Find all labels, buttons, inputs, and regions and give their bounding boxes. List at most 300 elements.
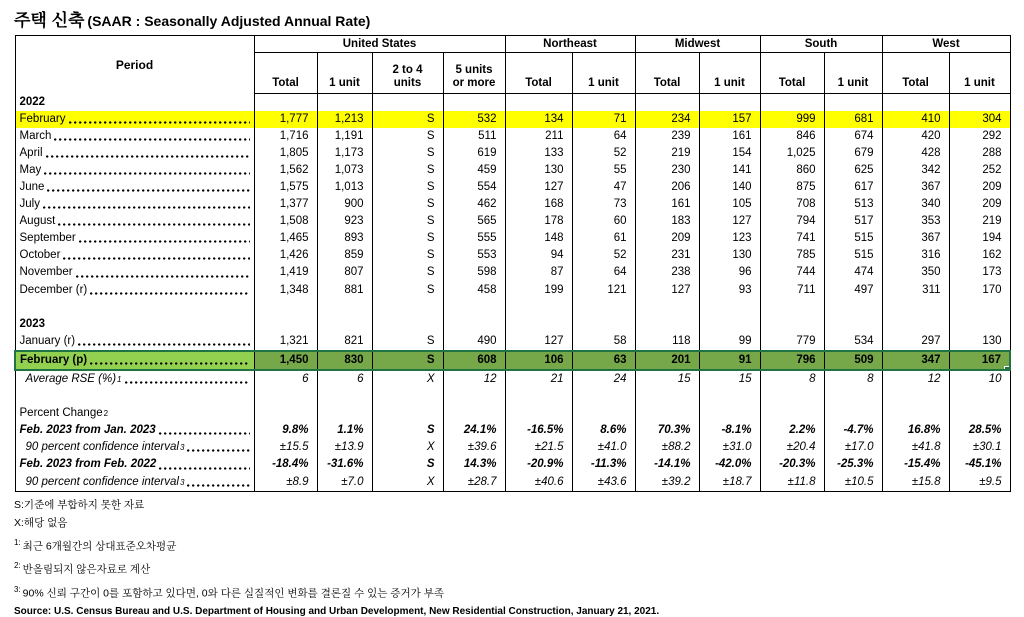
cell[interactable] <box>824 299 882 316</box>
cell[interactable]: 118 <box>635 333 699 351</box>
cell[interactable] <box>505 299 572 316</box>
col-header-period[interactable]: Period <box>115 57 154 72</box>
col-header-midwest-total[interactable]: Total <box>635 53 699 94</box>
cell[interactable] <box>824 316 882 333</box>
cell[interactable] <box>699 388 760 405</box>
cell[interactable]: ±9.5 <box>949 474 1010 492</box>
cell[interactable]: 8 <box>824 370 882 388</box>
cell[interactable]: 347 <box>882 351 949 370</box>
cell[interactable] <box>505 316 572 333</box>
cell[interactable]: ±28.7 <box>443 474 505 492</box>
cell[interactable]: 999 <box>760 111 824 128</box>
cell[interactable] <box>760 316 824 333</box>
cell[interactable]: ±15.8 <box>882 474 949 492</box>
cell[interactable]: 141 <box>699 162 760 179</box>
cell[interactable]: 161 <box>699 128 760 145</box>
cell[interactable]: 1,173 <box>317 145 372 162</box>
cell[interactable]: ±21.5 <box>505 439 572 456</box>
cell[interactable]: -8.1% <box>699 422 760 439</box>
cell[interactable]: S <box>372 179 443 196</box>
cell[interactable] <box>443 299 505 316</box>
cell[interactable]: S <box>372 351 443 370</box>
cell[interactable] <box>572 405 635 422</box>
cell[interactable] <box>635 94 699 111</box>
cell[interactable]: 106 <box>505 351 572 370</box>
cell[interactable]: 304 <box>949 111 1010 128</box>
cell[interactable]: 1,321 <box>254 333 317 351</box>
cell[interactable] <box>254 316 317 333</box>
cell[interactable]: 779 <box>760 333 824 351</box>
cell[interactable]: ±31.0 <box>699 439 760 456</box>
cell[interactable]: 1,191 <box>317 128 372 145</box>
cell[interactable]: ±40.6 <box>505 474 572 492</box>
cell[interactable]: 16.8% <box>882 422 949 439</box>
cell[interactable]: 127 <box>699 213 760 230</box>
cell[interactable]: 230 <box>635 162 699 179</box>
cell[interactable]: 168 <box>505 196 572 213</box>
row-label[interactable] <box>15 456 254 473</box>
cell[interactable]: 64 <box>572 128 635 145</box>
cell[interactable] <box>760 299 824 316</box>
cell[interactable] <box>317 94 372 111</box>
cell[interactable]: 167 <box>949 351 1010 370</box>
cell[interactable]: 194 <box>949 230 1010 247</box>
cell[interactable]: 209 <box>635 230 699 247</box>
cell[interactable]: 2.2% <box>760 422 824 439</box>
cell[interactable]: 134 <box>505 111 572 128</box>
cell[interactable]: ±39.2 <box>635 474 699 492</box>
cell[interactable]: 367 <box>882 230 949 247</box>
cell[interactable]: ±10.5 <box>824 474 882 492</box>
cell[interactable]: 21 <box>505 370 572 388</box>
cell[interactable]: -25.3% <box>824 456 882 473</box>
cell[interactable]: ±13.9 <box>317 439 372 456</box>
row-label[interactable]: 90 percent confidence interval 3 <box>15 474 254 492</box>
cell[interactable]: 6 <box>254 370 317 388</box>
cell[interactable] <box>760 405 824 422</box>
cell[interactable]: 12 <box>443 370 505 388</box>
cell[interactable]: 1,377 <box>254 196 317 213</box>
cell[interactable]: S <box>372 456 443 473</box>
cell[interactable]: ±30.1 <box>949 439 1010 456</box>
cell[interactable]: ±41.8 <box>882 439 949 456</box>
cell[interactable] <box>372 299 443 316</box>
cell[interactable]: 201 <box>635 351 699 370</box>
cell[interactable]: ±41.0 <box>572 439 635 456</box>
cell[interactable] <box>760 94 824 111</box>
row-label[interactable] <box>15 247 254 264</box>
cell[interactable]: 532 <box>443 111 505 128</box>
cell[interactable]: 73 <box>572 196 635 213</box>
cell[interactable]: 513 <box>824 196 882 213</box>
cell[interactable]: S <box>372 282 443 299</box>
row-label[interactable] <box>15 316 254 333</box>
cell[interactable] <box>443 405 505 422</box>
cell[interactable]: -15.4% <box>882 456 949 473</box>
cell[interactable]: 58 <box>572 333 635 351</box>
cell[interactable]: 209 <box>949 179 1010 196</box>
cell[interactable]: 1.1% <box>317 422 372 439</box>
cell[interactable]: 474 <box>824 264 882 281</box>
selection-fill-handle[interactable] <box>1004 366 1010 370</box>
cell[interactable] <box>635 299 699 316</box>
cell[interactable] <box>949 94 1010 111</box>
cell[interactable]: 87 <box>505 264 572 281</box>
col-group-west[interactable]: West <box>882 36 1010 53</box>
cell[interactable]: 859 <box>317 247 372 264</box>
cell[interactable] <box>635 388 699 405</box>
cell[interactable] <box>949 388 1010 405</box>
cell[interactable]: 133 <box>505 145 572 162</box>
cell[interactable] <box>254 405 317 422</box>
cell[interactable]: 410 <box>882 111 949 128</box>
cell[interactable]: 340 <box>882 196 949 213</box>
cell[interactable]: 517 <box>824 213 882 230</box>
cell[interactable] <box>635 316 699 333</box>
cell[interactable]: 127 <box>635 282 699 299</box>
row-label[interactable] <box>15 128 254 145</box>
cell[interactable]: 367 <box>882 179 949 196</box>
cell[interactable] <box>699 94 760 111</box>
cell[interactable]: 1,562 <box>254 162 317 179</box>
cell[interactable] <box>882 388 949 405</box>
cell[interactable] <box>824 388 882 405</box>
col-header-united-states-2-to-4-units[interactable]: 2 to 4 units <box>372 53 443 94</box>
cell[interactable]: 1,073 <box>317 162 372 179</box>
cell[interactable]: 292 <box>949 128 1010 145</box>
cell[interactable]: 63 <box>572 351 635 370</box>
col-header-united-states-total[interactable]: Total <box>254 53 317 94</box>
cell[interactable]: 462 <box>443 196 505 213</box>
cell[interactable]: 515 <box>824 230 882 247</box>
cell[interactable]: ±18.7 <box>699 474 760 492</box>
cell[interactable]: 860 <box>760 162 824 179</box>
cell[interactable]: 555 <box>443 230 505 247</box>
cell[interactable]: 47 <box>572 179 635 196</box>
cell[interactable]: 6 <box>317 370 372 388</box>
cell[interactable]: 130 <box>949 333 1010 351</box>
cell[interactable]: 923 <box>317 213 372 230</box>
col-header-west-1-unit[interactable]: 1 unit <box>949 53 1010 94</box>
cell[interactable]: S <box>372 162 443 179</box>
cell[interactable]: 1,575 <box>254 179 317 196</box>
cell[interactable]: 239 <box>635 128 699 145</box>
cell[interactable]: 830 <box>317 351 372 370</box>
cell[interactable] <box>882 94 949 111</box>
cell[interactable] <box>572 388 635 405</box>
cell[interactable] <box>882 405 949 422</box>
col-group-midwest[interactable]: Midwest <box>635 36 760 53</box>
cell[interactable] <box>699 405 760 422</box>
row-label[interactable] <box>15 213 254 230</box>
cell[interactable]: ±15.5 <box>254 439 317 456</box>
col-group-south[interactable]: South <box>760 36 882 53</box>
cell[interactable]: 350 <box>882 264 949 281</box>
cell[interactable]: 209 <box>949 196 1010 213</box>
row-label[interactable] <box>15 422 254 439</box>
cell[interactable]: S <box>372 128 443 145</box>
cell[interactable]: 598 <box>443 264 505 281</box>
cell[interactable]: 807 <box>317 264 372 281</box>
cell[interactable]: 565 <box>443 213 505 230</box>
cell[interactable]: 458 <box>443 282 505 299</box>
cell[interactable]: S <box>372 230 443 247</box>
cell[interactable]: 741 <box>760 230 824 247</box>
cell[interactable]: 821 <box>317 333 372 351</box>
cell[interactable]: 708 <box>760 196 824 213</box>
cell[interactable]: 219 <box>635 145 699 162</box>
cell[interactable]: 490 <box>443 333 505 351</box>
cell[interactable]: 428 <box>882 145 949 162</box>
cell[interactable]: 342 <box>882 162 949 179</box>
row-label[interactable] <box>15 196 254 213</box>
cell[interactable] <box>317 388 372 405</box>
cell[interactable]: 170 <box>949 282 1010 299</box>
cell[interactable]: 91 <box>699 351 760 370</box>
cell[interactable]: 123 <box>699 230 760 247</box>
cell[interactable]: 55 <box>572 162 635 179</box>
cell[interactable]: X <box>372 439 443 456</box>
cell[interactable]: 900 <box>317 196 372 213</box>
cell[interactable]: 8.6% <box>572 422 635 439</box>
cell[interactable]: 608 <box>443 351 505 370</box>
row-label[interactable] <box>15 230 254 247</box>
cell[interactable]: 28.5% <box>949 422 1010 439</box>
cell[interactable]: ±43.6 <box>572 474 635 492</box>
cell[interactable]: S <box>372 422 443 439</box>
cell[interactable] <box>699 316 760 333</box>
cell[interactable]: 148 <box>505 230 572 247</box>
cell[interactable]: ±88.2 <box>635 439 699 456</box>
cell[interactable] <box>254 388 317 405</box>
cell[interactable]: 154 <box>699 145 760 162</box>
row-label[interactable] <box>15 111 254 128</box>
cell[interactable]: 509 <box>824 351 882 370</box>
cell[interactable]: 515 <box>824 247 882 264</box>
cell[interactable]: 1,450 <box>254 351 317 370</box>
col-header-united-states-5-units-or-more[interactable]: 5 units or more <box>443 53 505 94</box>
cell[interactable]: 297 <box>882 333 949 351</box>
cell[interactable] <box>882 299 949 316</box>
col-header-south-total[interactable]: Total <box>760 53 824 94</box>
row-label[interactable] <box>15 264 254 281</box>
cell[interactable]: 1,419 <box>254 264 317 281</box>
cell[interactable]: 15 <box>699 370 760 388</box>
cell[interactable]: -11.3% <box>572 456 635 473</box>
cell[interactable]: ±20.4 <box>760 439 824 456</box>
cell[interactable]: -45.1% <box>949 456 1010 473</box>
row-label[interactable] <box>15 333 254 351</box>
cell[interactable] <box>443 94 505 111</box>
cell[interactable]: 64 <box>572 264 635 281</box>
cell[interactable] <box>372 94 443 111</box>
cell[interactable]: -42.0% <box>699 456 760 473</box>
cell[interactable]: 219 <box>949 213 1010 230</box>
cell[interactable]: -31.6% <box>317 456 372 473</box>
cell[interactable]: 94 <box>505 247 572 264</box>
cell[interactable]: 881 <box>317 282 372 299</box>
cell[interactable] <box>317 405 372 422</box>
cell[interactable] <box>635 405 699 422</box>
col-group-northeast[interactable]: Northeast <box>505 36 635 53</box>
cell[interactable]: -4.7% <box>824 422 882 439</box>
cell[interactable] <box>824 94 882 111</box>
row-label[interactable] <box>15 299 254 316</box>
cell[interactable]: 121 <box>572 282 635 299</box>
cell[interactable]: 1,508 <box>254 213 317 230</box>
cell[interactable] <box>505 94 572 111</box>
cell[interactable]: -20.3% <box>760 456 824 473</box>
cell[interactable]: 61 <box>572 230 635 247</box>
cell[interactable]: S <box>372 196 443 213</box>
cell[interactable]: ±39.6 <box>443 439 505 456</box>
cell[interactable]: 420 <box>882 128 949 145</box>
cell[interactable]: X <box>372 474 443 492</box>
cell[interactable]: 497 <box>824 282 882 299</box>
cell[interactable]: 1,465 <box>254 230 317 247</box>
cell[interactable]: -16.5% <box>505 422 572 439</box>
cell[interactable]: ±11.8 <box>760 474 824 492</box>
cell[interactable]: 875 <box>760 179 824 196</box>
cell[interactable]: 157 <box>699 111 760 128</box>
cell[interactable]: 178 <box>505 213 572 230</box>
cell[interactable]: 1,213 <box>317 111 372 128</box>
cell[interactable] <box>443 388 505 405</box>
row-label[interactable] <box>15 351 254 370</box>
cell[interactable]: 130 <box>699 247 760 264</box>
col-header-northeast-total[interactable]: Total <box>505 53 572 94</box>
cell[interactable]: 183 <box>635 213 699 230</box>
cell[interactable]: ±8.9 <box>254 474 317 492</box>
cell[interactable] <box>572 299 635 316</box>
col-header-south-1-unit[interactable]: 1 unit <box>824 53 882 94</box>
cell[interactable] <box>949 316 1010 333</box>
cell[interactable]: 288 <box>949 145 1010 162</box>
cell[interactable]: -18.4% <box>254 456 317 473</box>
col-header-united-states-1-unit[interactable]: 1 unit <box>317 53 372 94</box>
row-label[interactable] <box>15 179 254 196</box>
cell[interactable] <box>372 405 443 422</box>
cell[interactable]: 1,805 <box>254 145 317 162</box>
cell[interactable]: S <box>372 247 443 264</box>
cell[interactable]: 162 <box>949 247 1010 264</box>
cell[interactable]: S <box>372 111 443 128</box>
cell[interactable]: 130 <box>505 162 572 179</box>
cell[interactable]: -20.9% <box>505 456 572 473</box>
row-label[interactable] <box>15 282 254 299</box>
cell[interactable]: 199 <box>505 282 572 299</box>
cell[interactable]: 1,013 <box>317 179 372 196</box>
cell[interactable] <box>949 299 1010 316</box>
cell[interactable]: 1,716 <box>254 128 317 145</box>
cell[interactable]: 93 <box>699 282 760 299</box>
cell[interactable] <box>254 299 317 316</box>
col-header-west-total[interactable]: Total <box>882 53 949 94</box>
cell[interactable]: 625 <box>824 162 882 179</box>
cell[interactable] <box>372 388 443 405</box>
row-label[interactable]: 90 percent confidence interval 3 <box>15 439 254 456</box>
cell[interactable] <box>760 388 824 405</box>
cell[interactable]: 619 <box>443 145 505 162</box>
cell[interactable]: 211 <box>505 128 572 145</box>
cell[interactable]: 511 <box>443 128 505 145</box>
cell[interactable] <box>505 405 572 422</box>
cell[interactable]: 161 <box>635 196 699 213</box>
cell[interactable]: 24 <box>572 370 635 388</box>
cell[interactable]: 785 <box>760 247 824 264</box>
cell[interactable]: 311 <box>882 282 949 299</box>
cell[interactable]: 127 <box>505 333 572 351</box>
cell[interactable]: 744 <box>760 264 824 281</box>
cell[interactable]: 553 <box>443 247 505 264</box>
row-label[interactable] <box>15 388 254 405</box>
cell[interactable]: 71 <box>572 111 635 128</box>
cell[interactable]: 679 <box>824 145 882 162</box>
cell[interactable] <box>699 299 760 316</box>
cell[interactable]: 674 <box>824 128 882 145</box>
row-label[interactable]: Average RSE (%) 1 <box>15 370 254 388</box>
cell[interactable]: 24.1% <box>443 422 505 439</box>
row-label[interactable]: Percent Change 2 <box>15 405 254 422</box>
cell[interactable]: 10 <box>949 370 1010 388</box>
cell[interactable] <box>572 316 635 333</box>
cell[interactable]: 711 <box>760 282 824 299</box>
cell[interactable]: 1,348 <box>254 282 317 299</box>
cell[interactable] <box>572 94 635 111</box>
cell[interactable]: 15 <box>635 370 699 388</box>
cell[interactable]: 796 <box>760 351 824 370</box>
cell[interactable]: 681 <box>824 111 882 128</box>
cell[interactable]: 140 <box>699 179 760 196</box>
col-header-northeast-1-unit[interactable]: 1 unit <box>572 53 635 94</box>
cell[interactable]: ±7.0 <box>317 474 372 492</box>
cell[interactable] <box>254 94 317 111</box>
cell[interactable]: 52 <box>572 145 635 162</box>
cell[interactable]: 231 <box>635 247 699 264</box>
cell[interactable]: -14.1% <box>635 456 699 473</box>
cell[interactable]: 60 <box>572 213 635 230</box>
cell[interactable]: 316 <box>882 247 949 264</box>
cell[interactable]: 252 <box>949 162 1010 179</box>
cell[interactable]: 173 <box>949 264 1010 281</box>
cell[interactable] <box>882 316 949 333</box>
row-label[interactable] <box>15 162 254 179</box>
cell[interactable] <box>372 316 443 333</box>
cell[interactable]: 96 <box>699 264 760 281</box>
cell[interactable]: 534 <box>824 333 882 351</box>
cell[interactable]: 353 <box>882 213 949 230</box>
cell[interactable]: 206 <box>635 179 699 196</box>
cell[interactable]: 1,777 <box>254 111 317 128</box>
cell[interactable]: 9.8% <box>254 422 317 439</box>
row-label[interactable] <box>15 94 254 111</box>
cell[interactable]: 1,025 <box>760 145 824 162</box>
cell[interactable] <box>317 299 372 316</box>
cell[interactable]: S <box>372 213 443 230</box>
cell[interactable]: 238 <box>635 264 699 281</box>
cell[interactable]: 14.3% <box>443 456 505 473</box>
col-group-united-states[interactable]: United States <box>254 36 505 53</box>
cell[interactable]: 617 <box>824 179 882 196</box>
cell[interactable]: 234 <box>635 111 699 128</box>
cell[interactable]: 70.3% <box>635 422 699 439</box>
cell[interactable]: 846 <box>760 128 824 145</box>
cell[interactable] <box>317 316 372 333</box>
cell[interactable]: 105 <box>699 196 760 213</box>
cell[interactable]: S <box>372 264 443 281</box>
cell[interactable]: X <box>372 370 443 388</box>
cell[interactable]: 1,426 <box>254 247 317 264</box>
